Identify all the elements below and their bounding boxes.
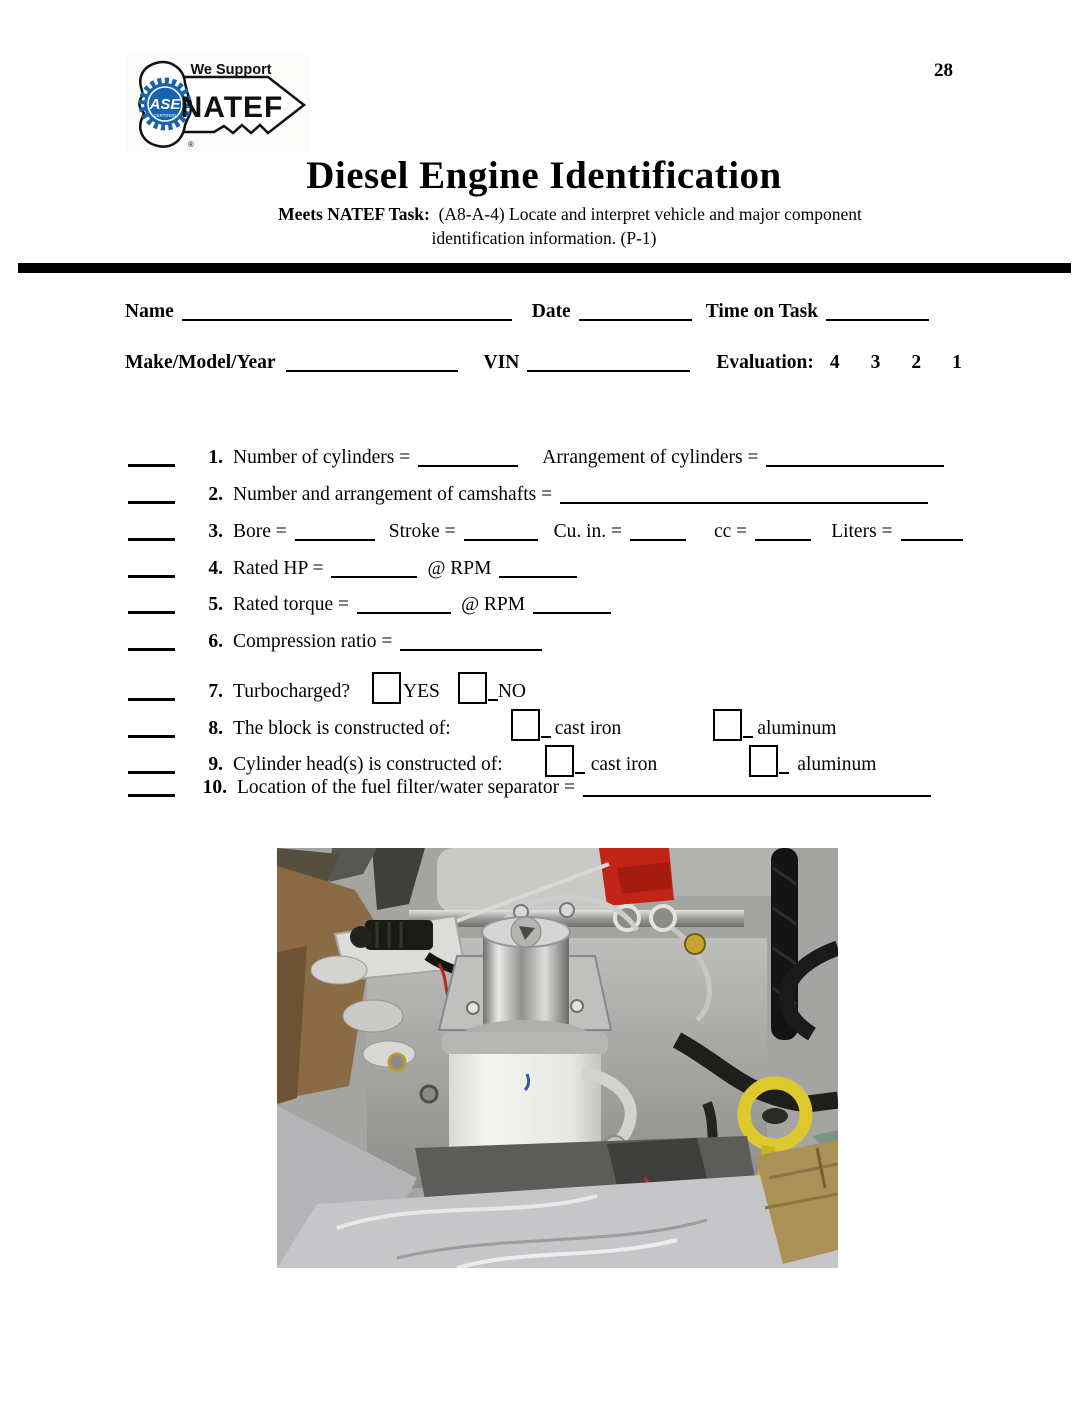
question-text: Turbocharged?: [233, 681, 350, 702]
dipstick-hole: [762, 1108, 788, 1124]
bracket-bolt: [571, 1000, 583, 1012]
natef-key-logo-graphic: [126, 55, 310, 152]
compression-ratio-field[interactable]: [400, 635, 542, 651]
name-field[interactable]: [182, 305, 512, 321]
question-5: [128, 593, 611, 616]
we-support-text: We Support: [190, 62, 272, 78]
no-label: NO: [497, 681, 526, 702]
yes-label: YES: [402, 681, 440, 702]
question-number: 4.: [208, 558, 223, 579]
camshafts-field[interactable]: [560, 488, 928, 504]
evaluation-1[interactable]: 1: [952, 352, 962, 373]
natef-text: NATEF: [180, 91, 284, 124]
question-text: The block is constructed of:: [233, 718, 451, 739]
evaluation-3[interactable]: 3: [870, 352, 881, 373]
injector-top: [560, 903, 574, 917]
hp-rpm-field[interactable]: [499, 562, 577, 578]
page-number: 28: [934, 60, 953, 81]
question-number: 10.: [202, 777, 227, 798]
evaluation-2[interactable]: 2: [911, 352, 922, 373]
task-line-2: identification information. (P-1): [431, 228, 657, 248]
registered-mark: ®: [188, 140, 194, 149]
question-text: Bore =: [233, 521, 287, 542]
block-cast-iron-checkbox[interactable]: [511, 709, 540, 741]
question-9: [128, 738, 876, 776]
task-line-1: Meets NATEF Task: (A8-A-4) Locate and interpret vehicle and major component: [278, 204, 862, 224]
fuel-filter-location-field[interactable]: [583, 781, 931, 797]
question-text: Stroke =: [388, 521, 456, 542]
liters-field[interactable]: [901, 525, 963, 541]
question-number: 2.: [208, 484, 223, 505]
question-number: 7.: [208, 681, 223, 702]
header-divider-bar: [18, 263, 1071, 273]
head-cast-iron-checkbox[interactable]: [545, 745, 574, 777]
cast-iron-label: cast iron: [554, 718, 622, 739]
question-text: Liters =: [831, 521, 893, 542]
score-blank-4[interactable]: [128, 561, 175, 578]
head-aluminum-checkbox[interactable]: [749, 745, 778, 777]
make-model-year-label: Make/Model/Year: [125, 352, 276, 373]
engine-photo-graphic: [277, 848, 838, 1268]
question-6: [128, 630, 542, 653]
checkbox-underscore: [541, 722, 551, 738]
cubic-inches-field[interactable]: [630, 525, 686, 541]
bracket-bolt: [467, 1002, 479, 1014]
block-aluminum-checkbox[interactable]: [713, 709, 742, 741]
score-blank-9[interactable]: [128, 757, 175, 774]
rated-hp-field[interactable]: [331, 562, 417, 578]
aluminum-label: aluminum: [797, 754, 877, 775]
question-number: 8.: [208, 718, 223, 739]
foil-wrap: [343, 1000, 403, 1032]
question-number: 5.: [208, 594, 223, 615]
form-row-2: [125, 352, 962, 374]
stroke-field[interactable]: [464, 525, 538, 541]
score-blank-2[interactable]: [128, 487, 175, 504]
bolt: [421, 1086, 437, 1102]
question-text: Rated torque =: [233, 594, 350, 615]
name-label: Name: [125, 301, 174, 322]
score-blank-7[interactable]: [128, 684, 175, 701]
checkbox-underscore: [743, 722, 753, 738]
cylinders-arrangement-field[interactable]: [766, 451, 944, 467]
question-4: [128, 557, 577, 580]
score-blank-10[interactable]: [128, 780, 175, 797]
question-text: Cylinder head(s) is constructed of:: [233, 754, 503, 775]
question-number: 3.: [208, 521, 223, 542]
natef-logo: [126, 55, 310, 152]
date-label: Date: [531, 301, 571, 322]
score-blank-1[interactable]: [128, 450, 175, 467]
question-text: Rated HP =: [233, 558, 324, 579]
ase-certified-text: CERTIFIED: [153, 113, 177, 118]
score-blank-6[interactable]: [128, 634, 175, 651]
cylinders-count-field[interactable]: [418, 451, 518, 467]
question-number: 9.: [208, 754, 223, 775]
form-row-1: [125, 301, 929, 323]
question-text: Number and arrangement of camshafts =: [233, 484, 553, 505]
task-description: [0, 202, 1088, 250]
question-3: [128, 520, 963, 543]
time-on-task-label: Time on Task: [705, 301, 819, 322]
vin-field[interactable]: [527, 356, 690, 372]
task-label: Meets NATEF Task:: [278, 204, 430, 224]
question-2: [128, 483, 928, 506]
engine-mount: [607, 1138, 707, 1186]
cc-field[interactable]: [755, 525, 811, 541]
ase-text: ASE: [149, 96, 181, 113]
question-text: @ RPM: [427, 558, 492, 579]
evaluation-label: Evaluation:: [716, 352, 814, 373]
score-blank-3[interactable]: [128, 524, 175, 541]
question-text: Arrangement of cylinders =: [542, 447, 759, 468]
score-blank-5[interactable]: [128, 597, 175, 614]
date-field[interactable]: [579, 305, 692, 321]
connector-plug: [350, 926, 372, 948]
time-on-task-field[interactable]: [826, 305, 929, 321]
turbo-yes-checkbox[interactable]: [372, 672, 401, 704]
foil-wrap: [311, 956, 367, 984]
page-title: Diesel Engine Identification: [306, 154, 782, 197]
question-text: Cu. in. =: [553, 521, 622, 542]
evaluation-4[interactable]: 4: [829, 352, 840, 373]
checkbox-underscore: [779, 758, 789, 774]
question-7: [128, 665, 526, 703]
no-underscore: [488, 685, 498, 701]
turbo-no-checkbox[interactable]: [458, 672, 487, 704]
gold-washer: [685, 934, 705, 954]
filter-head: [442, 1032, 608, 1054]
question-text: Compression ratio =: [233, 631, 393, 652]
banjo-fitting: [651, 906, 675, 930]
score-blank-8[interactable]: [128, 721, 175, 738]
question-1: [128, 446, 944, 469]
gold-washer-bolt: [389, 1054, 405, 1070]
make-model-year-field[interactable]: [286, 356, 458, 372]
torque-rpm-field[interactable]: [533, 598, 611, 614]
question-text: Location of the fuel filter/water separator =: [237, 777, 576, 798]
checkbox-underscore: [575, 758, 585, 774]
question-10: [128, 776, 931, 799]
question-text: cc =: [714, 521, 748, 542]
question-8: [128, 702, 836, 740]
bore-field[interactable]: [295, 525, 375, 541]
aluminum-label: aluminum: [757, 718, 837, 739]
rated-torque-field[interactable]: [357, 598, 451, 614]
question-text: Number of cylinders =: [233, 447, 411, 468]
question-text: @ RPM: [461, 594, 526, 615]
vin-label: VIN: [483, 352, 520, 373]
electrical-connector: [365, 920, 433, 950]
cast-iron-label: cast iron: [590, 754, 658, 775]
question-number: 1.: [208, 447, 223, 468]
engine-photo: [277, 848, 838, 1268]
question-number: 6.: [208, 631, 223, 652]
